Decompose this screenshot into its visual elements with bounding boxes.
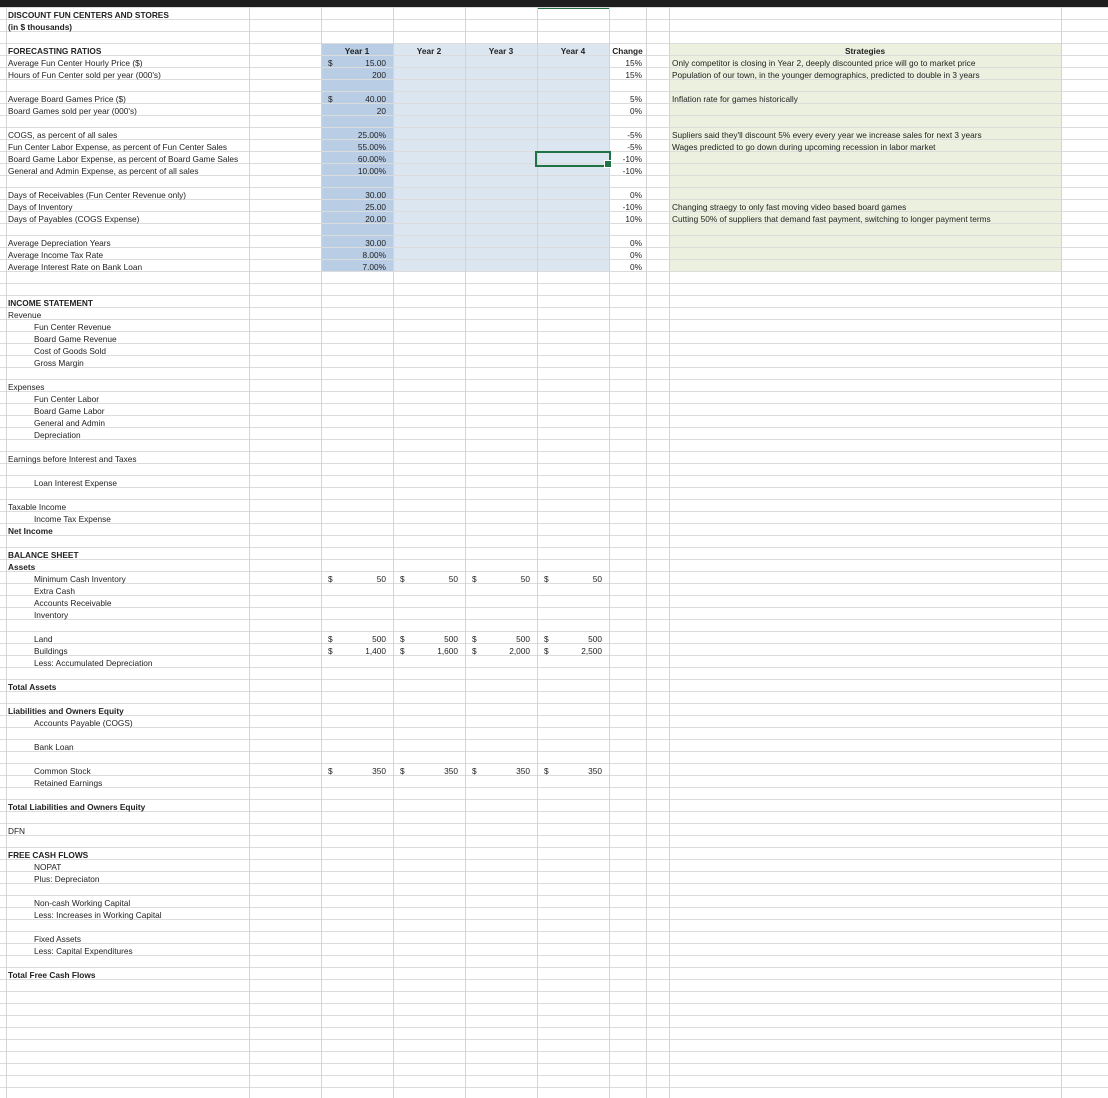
- ratio-label: Average Board Games Price ($): [8, 94, 126, 104]
- income-section-heading: INCOME STATEMENT: [8, 298, 93, 308]
- row-gridline: [0, 427, 1108, 428]
- year1-value: 25.00%: [357, 130, 386, 140]
- currency-symbol: $: [328, 634, 333, 644]
- strategy-text: Only competitor is closing in Year 2, deeply discounted price will go to market price: [672, 58, 976, 68]
- fun-center-labor-label: Fun Center Labor: [34, 394, 100, 404]
- row-gridline: [0, 595, 1108, 596]
- ratio-label: Average Income Tax Rate: [8, 250, 104, 260]
- row-gridline: [0, 871, 1108, 872]
- row-gridline: [0, 715, 1108, 716]
- ratio-label: General and Admin Expense, as percent of all sales: [8, 166, 199, 176]
- year1-value: 8.00%: [362, 250, 386, 260]
- row-gridline: [0, 7, 1108, 8]
- liab-equity-heading: Liabilities and Owners Equity: [8, 706, 124, 716]
- balance-section-heading: BALANCE SHEET: [8, 550, 79, 560]
- column-gridline: [646, 7, 647, 1098]
- fixed-assets-label: Fixed Assets: [34, 934, 82, 944]
- row-gridline: [0, 451, 1108, 452]
- row-gridline: [0, 847, 1108, 848]
- ebit-label: Earnings before Interest and Taxes: [8, 454, 137, 464]
- row-gridline: [0, 967, 1108, 968]
- general-admin-label: General and Admin: [34, 418, 106, 428]
- row-gridline: [0, 799, 1108, 800]
- currency-symbol: $: [544, 766, 549, 776]
- ratio-label: Average Fun Center Hourly Price ($): [8, 58, 143, 68]
- row-gridline: [0, 259, 1108, 260]
- total-fcf-label: Total Free Cash Flows: [8, 970, 96, 980]
- row-gridline: [0, 631, 1108, 632]
- year1-value: 200: [372, 70, 386, 80]
- row-gridline: [0, 379, 1108, 380]
- sheet-title: DISCOUNT FUN CENTERS AND STORES: [8, 10, 169, 20]
- strategies-header: Strategies: [844, 46, 886, 56]
- row-gridline: [0, 247, 1108, 248]
- change-header: Change: [612, 46, 643, 56]
- currency-symbol: $: [472, 646, 477, 656]
- total-assets-label: Total Assets: [8, 682, 57, 692]
- selected-cell[interactable]: [535, 151, 611, 167]
- row-gridline: [0, 283, 1108, 284]
- plus-dep-label: Plus: Depreciaton: [34, 874, 100, 884]
- year3-value: 50: [520, 574, 530, 584]
- row-gridline: [0, 307, 1108, 308]
- currency-symbol: $: [472, 574, 477, 584]
- row-gridline: [0, 907, 1108, 908]
- row-gridline: [0, 751, 1108, 752]
- row-gridline: [0, 1051, 1108, 1052]
- row-gridline: [0, 91, 1108, 92]
- year1-value: 60.00%: [357, 154, 386, 164]
- year3-value: 350: [516, 766, 530, 776]
- row-gridline: [0, 859, 1108, 860]
- row-gridline: [0, 1063, 1108, 1064]
- change-value: 0%: [630, 250, 642, 260]
- board-game-labor-label: Board Game Labor: [34, 406, 105, 416]
- row-gridline: [0, 391, 1108, 392]
- currency-symbol: $: [544, 574, 549, 584]
- year4-header: Year 4: [560, 46, 586, 56]
- column-gridline: [6, 7, 7, 1098]
- column-gridline: [393, 7, 394, 1098]
- year3-header: Year 3: [488, 46, 514, 56]
- currency-symbol: $: [472, 634, 477, 644]
- row-gridline: [0, 1003, 1108, 1004]
- year1-value: 10.00%: [357, 166, 386, 176]
- row-gridline: [0, 835, 1108, 836]
- year1-value: 55.00%: [357, 142, 386, 152]
- change-value: 0%: [630, 238, 642, 248]
- row-gridline: [0, 331, 1108, 332]
- net-income-label: Net Income: [8, 526, 53, 536]
- row-gridline: [0, 127, 1108, 128]
- ratio-label: Days of Payables (COGS Expense): [8, 214, 140, 224]
- change-value: 0%: [630, 106, 642, 116]
- row-gridline: [0, 991, 1108, 992]
- total-liab-label: Total Liabilities and Owners Equity: [8, 802, 146, 812]
- year4-value: 500: [588, 634, 602, 644]
- ratio-label: Days of Receivables (Fun Center Revenue only): [8, 190, 187, 200]
- strategy-text: Wages predicted to go down during upcoming recession in labor market: [672, 142, 936, 152]
- row-gridline: [0, 823, 1108, 824]
- ratio-label: Days of Inventory: [8, 202, 73, 212]
- row-gridline: [0, 1087, 1108, 1088]
- row-gridline: [0, 979, 1108, 980]
- row-gridline: [0, 511, 1108, 512]
- change-value: -5%: [627, 130, 642, 140]
- row-gridline: [0, 1015, 1108, 1016]
- year1-value: 30.00: [365, 238, 386, 248]
- row-gridline: [0, 367, 1108, 368]
- row-gridline: [0, 523, 1108, 524]
- retained-label: Retained Earnings: [34, 778, 103, 788]
- strategy-text: Changing straegy to only fast moving video based board games: [672, 202, 907, 212]
- year1-value: 350: [372, 766, 386, 776]
- year1-value: 20: [376, 106, 386, 116]
- revenue-heading: Revenue: [8, 310, 42, 320]
- currency-symbol: $: [328, 94, 333, 104]
- ratio-label: Fun Center Labor Expense, as percent of Fun Center Sales: [8, 142, 228, 152]
- buildings-label: Buildings: [34, 646, 68, 656]
- row-gridline: [0, 271, 1108, 272]
- row-gridline: [0, 811, 1108, 812]
- min-cash-label: Minimum Cash Inventory: [34, 574, 126, 584]
- row-gridline: [0, 115, 1108, 116]
- receivable-label: Accounts Receivable: [34, 598, 112, 608]
- change-value: -10%: [622, 166, 642, 176]
- income-tax-label: Income Tax Expense: [34, 514, 111, 524]
- gross-margin-label: Gross Margin: [34, 358, 84, 368]
- change-value: 15%: [625, 70, 642, 80]
- bank-loan-label: Bank Loan: [34, 742, 74, 752]
- row-gridline: [0, 487, 1108, 488]
- row-gridline: [0, 343, 1108, 344]
- currency-symbol: $: [400, 574, 405, 584]
- row-gridline: [0, 1075, 1108, 1076]
- board-game-revenue-label: Board Game Revenue: [34, 334, 117, 344]
- year2-value: 50: [448, 574, 458, 584]
- common-stock-label: Common Stock: [34, 766, 91, 776]
- row-gridline: [0, 571, 1108, 572]
- year1-value: 40.00: [365, 94, 386, 104]
- row-gridline: [0, 1039, 1108, 1040]
- column-gridline: [537, 7, 538, 1098]
- row-gridline: [0, 667, 1108, 668]
- row-gridline: [0, 739, 1108, 740]
- currency-symbol: $: [544, 646, 549, 656]
- dfn-label: DFN: [8, 826, 26, 836]
- currency-symbol: $: [400, 766, 405, 776]
- assets-heading: Assets: [8, 562, 36, 572]
- fcf-section-heading: FREE CASH FLOWS: [8, 850, 89, 860]
- noncash-wc-label: Non-cash Working Capital: [34, 898, 131, 908]
- ratio-label: Hours of Fun Center sold per year (000's): [8, 70, 161, 80]
- year3-value: 500: [516, 634, 530, 644]
- row-gridline: [0, 547, 1108, 548]
- change-value: 15%: [625, 58, 642, 68]
- currency-symbol: $: [544, 634, 549, 644]
- fun-center-revenue-label: Fun Center Revenue: [34, 322, 112, 332]
- row-gridline: [0, 895, 1108, 896]
- loan-interest-label: Loan Interest Expense: [34, 478, 118, 488]
- year4-value: 50: [592, 574, 602, 584]
- row-gridline: [0, 883, 1108, 884]
- ratio-label: Board Game Labor Expense, as percent of Board Game Sales: [8, 154, 239, 164]
- year1-value: 500: [372, 634, 386, 644]
- row-gridline: [0, 235, 1108, 236]
- change-value: -5%: [627, 142, 642, 152]
- row-gridline: [0, 319, 1108, 320]
- year4-value: 2,500: [581, 646, 602, 656]
- strategy-text: Cutting 50% of suppliers that demand fast payment, switching to longer payment terms: [672, 214, 991, 224]
- row-gridline: [0, 439, 1108, 440]
- currency-symbol: $: [400, 646, 405, 656]
- cogs-label: Cost of Goods Sold: [34, 346, 106, 356]
- row-gridline: [0, 607, 1108, 608]
- less-wc-label: Less: Increases in Working Capital: [34, 910, 162, 920]
- column-header-bar[interactable]: [0, 0, 1108, 7]
- row-gridline: [0, 463, 1108, 464]
- currency-symbol: $: [328, 58, 333, 68]
- row-gridline: [0, 931, 1108, 932]
- strategy-text: Supliers said they'll discount 5% every every year we increase sales for next 3 years: [672, 130, 982, 140]
- currency-symbol: $: [472, 766, 477, 776]
- ratio-label: COGS, as percent of all sales: [8, 130, 118, 140]
- payable-label: Accounts Payable (COGS): [34, 718, 133, 728]
- year2-value: 350: [444, 766, 458, 776]
- column-gridline: [1061, 7, 1062, 1098]
- row-gridline: [0, 919, 1108, 920]
- expenses-heading: Expenses: [8, 382, 45, 392]
- change-value: -10%: [622, 154, 642, 164]
- currency-symbol: $: [328, 574, 333, 584]
- change-value: 0%: [630, 262, 642, 272]
- land-label: Land: [34, 634, 53, 644]
- strategy-text: Inflation rate for games historically: [672, 94, 798, 104]
- row-gridline: [0, 727, 1108, 728]
- year2-value: 1,600: [437, 646, 458, 656]
- row-gridline: [0, 679, 1108, 680]
- year1-value: 7.00%: [362, 262, 386, 272]
- row-gridline: [0, 475, 1108, 476]
- inventory-label: Inventory: [34, 610, 69, 620]
- ratio-label: Average Depreciation Years: [8, 238, 111, 248]
- year1-value: 50: [376, 574, 386, 584]
- column-gridline: [465, 7, 466, 1098]
- year4-value: 350: [588, 766, 602, 776]
- less-capex-label: Less: Capital Expenditures: [34, 946, 133, 956]
- row-gridline: [0, 415, 1108, 416]
- year1-value: 20.00: [365, 214, 386, 224]
- forecast-section-heading: FORECASTING RATIOS: [8, 46, 102, 56]
- row-gridline: [0, 187, 1108, 188]
- row-gridline: [0, 43, 1108, 44]
- nopat-label: NOPAT: [34, 862, 62, 872]
- accum-dep-label: Less: Accumulated Depreciation: [34, 658, 153, 668]
- year1-value: 30.00: [365, 190, 386, 200]
- extra-cash-label: Extra Cash: [34, 586, 76, 596]
- currency-symbol: $: [328, 766, 333, 776]
- currency-symbol: $: [328, 646, 333, 656]
- row-gridline: [0, 703, 1108, 704]
- row-gridline: [0, 499, 1108, 500]
- row-gridline: [0, 31, 1108, 32]
- change-value: 0%: [630, 190, 642, 200]
- column-gridline: [249, 7, 250, 1098]
- year1-value: 15.00: [365, 58, 386, 68]
- year2-value: 500: [444, 634, 458, 644]
- row-gridline: [0, 943, 1108, 944]
- row-gridline: [0, 763, 1108, 764]
- taxable-income-label: Taxable Income: [8, 502, 67, 512]
- year1-header: Year 1: [344, 46, 370, 56]
- year1-value: 25.00: [365, 202, 386, 212]
- change-value: -10%: [622, 202, 642, 212]
- year2-header: Year 2: [416, 46, 442, 56]
- year3-value: 2,000: [509, 646, 530, 656]
- ratio-label: Average Interest Rate on Bank Loan: [8, 262, 143, 272]
- row-gridline: [0, 955, 1108, 956]
- currency-symbol: $: [400, 634, 405, 644]
- column-gridline: [669, 7, 670, 1098]
- depreciation-label: Depreciation: [34, 430, 81, 440]
- sheet-subtitle: (in $ thousands): [8, 22, 73, 32]
- row-gridline: [0, 355, 1108, 356]
- row-gridline: [0, 787, 1108, 788]
- row-gridline: [0, 535, 1108, 536]
- row-gridline: [0, 403, 1108, 404]
- change-value: 5%: [630, 94, 642, 104]
- row-gridline: [0, 559, 1108, 560]
- strategy-text: Population of our town, in the younger demographics, predicted to double in 3 years: [672, 70, 980, 80]
- row-gridline: [0, 295, 1108, 296]
- row-gridline: [0, 211, 1108, 212]
- change-value: 10%: [625, 214, 642, 224]
- ratio-label: Board Games sold per year (000's): [8, 106, 137, 116]
- row-gridline: [0, 103, 1108, 104]
- row-gridline: [0, 1027, 1108, 1028]
- row-gridline: [0, 619, 1108, 620]
- row-gridline: [0, 691, 1108, 692]
- year1-value: 1,400: [365, 646, 386, 656]
